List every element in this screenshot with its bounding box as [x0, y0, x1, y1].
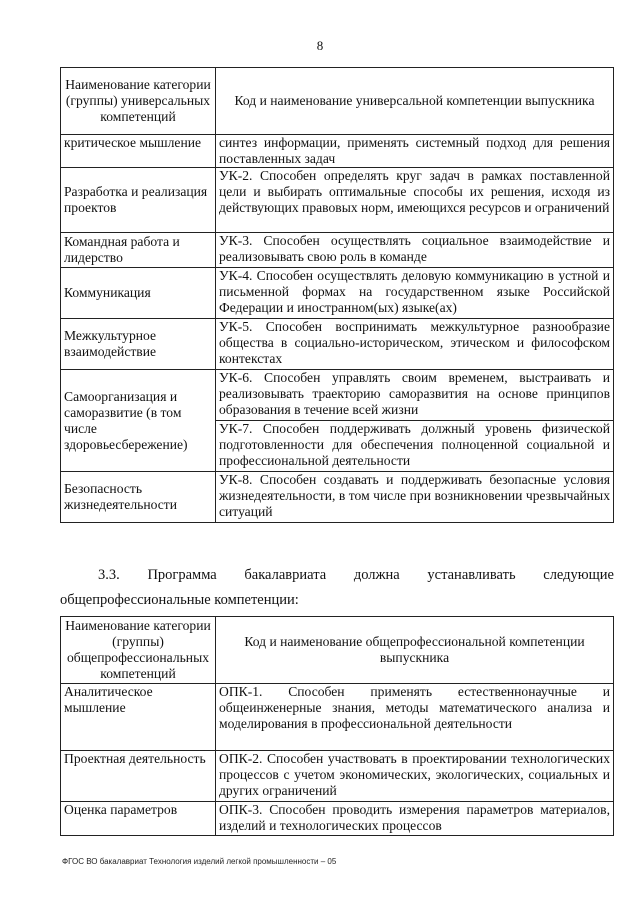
table-row [61, 472, 614, 523]
table-row [61, 370, 614, 421]
table-row [61, 802, 614, 836]
category-cell: Безопасность жизнедеятельности [61, 472, 216, 523]
competence-cell: ОПК-3. Способен проводить измерения параметров материалов, изделий и технологических процессов [216, 802, 614, 836]
competence-cell: УК-2. Способен определять круг задач в рамках поставленной цели и выбирать оптимальные способы их решения, исходя из действующих правовых норм, имеющихся ресурсов и ограничений [216, 168, 614, 233]
table-row [61, 168, 614, 233]
competence-cell: УК-3. Способен осуществлять социальное взаимодействие и реализовывать свою роль в команде [216, 233, 614, 268]
table-row [61, 135, 614, 168]
table-row [61, 684, 614, 751]
category-cell: Самоорганизация и саморазвитие (в том числе здоровьесбережение) [61, 370, 216, 472]
competence-cell: УК-5. Способен воспринимать межкультурное разнообразие общества в социально-историческом, этическом и философском контекстах [216, 319, 614, 370]
category-header: Наименование категории (группы) общепрофессиональных компетенций [61, 617, 216, 684]
table-header-row [61, 68, 614, 135]
category-cell: Командная работа и лидерство [61, 233, 216, 268]
category-cell: Межкультурное взаимодействие [61, 319, 216, 370]
competence-cell: ОПК-2. Способен участвовать в проектировании технологических процессов с учетом экономических, экологических, социальных и других ограничений [216, 751, 614, 802]
section-paragraph-line: общепрофессиональные компетенции: [60, 592, 299, 608]
category-cell: Оценка параметров [61, 802, 216, 836]
page-number: 8 [316, 38, 324, 53]
competence-cell: УК-7. Способен поддерживать должный уровень физической подготовленности для обеспечения полноценной социальной и профессиональной деятельности [216, 421, 614, 472]
competence-cell: ОПК-1. Способен применять естественнонаучные и общеинженерные знания, методы математического анализа и моделирования в профессиональной деятельности [216, 684, 614, 751]
competence-cell: УК-4. Способен осуществлять деловую коммуникацию в устной и письменной формах на государственном языке Российской Федерации и иностранном(ых) языке(ах) [216, 268, 614, 319]
section-paragraph-line: 3.3. Программа бакалавриата должна устанавливать следующие [98, 567, 614, 583]
category-header: Наименование категории (группы) универсальных компетенций [61, 68, 216, 135]
universal-competences-table [60, 67, 614, 523]
competence-header: Код и наименование общепрофессиональной компетенции выпускника [216, 617, 614, 684]
table-row [61, 233, 614, 268]
competence-cell: УК-8. Способен создавать и поддерживать безопасные условия жизнедеятельности, в том числе при возникновении чрезвычайных ситуаций [216, 472, 614, 523]
competence-cell: синтез информации, применять системный подход для решения поставленных задач [216, 135, 614, 168]
category-cell: Аналитическое мышление [61, 684, 216, 751]
general-professional-competences-table [60, 616, 614, 836]
table-row [61, 319, 614, 370]
category-cell: критическое мышление [61, 135, 216, 168]
competence-cell: УК-6. Способен управлять своим временем, выстраивать и реализовывать траекторию саморазвития на основе принципов образования в течение всей жизни [216, 370, 614, 421]
table-header-row [61, 617, 614, 684]
category-cell: Разработка и реализация проектов [61, 168, 216, 233]
category-cell: Коммуникация [61, 268, 216, 319]
table-row [61, 751, 614, 802]
table-row [61, 268, 614, 319]
document-footer: ФГОС ВО бакалавриат Технология изделий легкой промышленности – 05 [62, 857, 337, 866]
category-cell: Проектная деятельность [61, 751, 216, 802]
competence-header: Код и наименование универсальной компетенции выпускника [216, 68, 614, 135]
